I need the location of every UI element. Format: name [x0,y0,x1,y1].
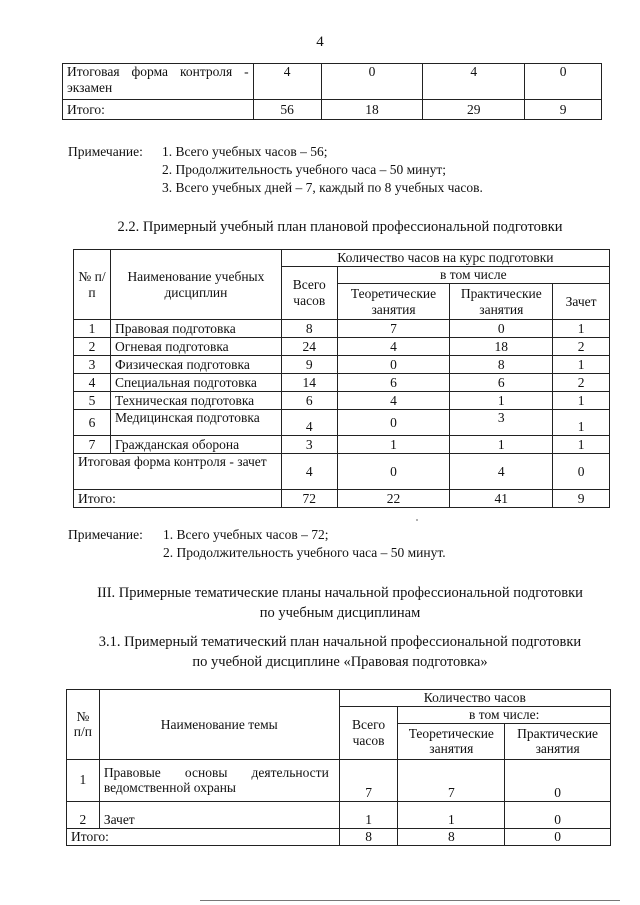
table-row [74,436,610,454]
header-num: № п/п [74,250,111,320]
cell-name: Гражданская оборона [110,436,281,454]
table-row [67,828,611,845]
cell-credit: 1 [553,410,610,436]
final-control-label-line1: Итоговая форма контроля - [67,64,249,79]
table-cell-practice: 29 [423,100,525,120]
scan-speck [416,519,418,521]
table-row [67,801,611,828]
note-2-item: 1. Всего учебных часов – 72; [163,527,329,542]
cell-credit: 1 [553,356,610,374]
header-including: в том числе [337,267,609,284]
cell-num: 2 [74,338,111,356]
cell-practice: 0 [450,320,553,338]
cell-credit: 2 [553,338,610,356]
cell-practice: 4 [450,454,553,490]
cell-practice: 6 [450,374,553,392]
cell-credit: 1 [553,436,610,454]
cell-practice: 0 [505,801,611,828]
table-cell-exam: 9 [525,100,602,120]
cell-theory: 1 [398,801,505,828]
section-3-1-title [60,633,620,672]
cell-num: 1 [74,320,111,338]
cell-num: 7 [74,436,111,454]
sum-label: Итого: [67,828,340,845]
section-3-1-title-line2: по учебной дисциплине «Правовая подготовка» [192,653,488,670]
header-num: № п/п [67,690,100,760]
table-row [63,64,602,100]
section-3-title-line1: III. Примерные тематические планы начальной профессиональной подготовки [97,585,583,601]
cell-total: 14 [281,374,337,392]
cell-name: Огневая подготовка [110,338,281,356]
curriculum-table [73,249,610,508]
header-hours-group: Количество часов на курс подготовки [281,250,609,267]
final-control-label: Итоговая форма контроля - зачет [78,454,267,469]
cell-total: 7 [339,759,398,801]
cell-theory: 8 [398,828,505,845]
cell-name: Правовая подготовка [110,320,281,338]
cell-theory: 7 [337,320,450,338]
header-including: в том числе: [398,707,611,724]
cell-credit: 9 [553,490,610,508]
note-2-label: Примечание: [68,527,143,542]
cell-name: Техническая подготовка [110,392,281,410]
cell-topic-name: Правовые основы деятельности ведомственной охраны [103,764,329,796]
header-discipline-name: Наименование учебных дисциплин [110,250,281,320]
cell-practice: 8 [450,356,553,374]
table-cell-practice: 4 [423,64,525,100]
cell-practice: 18 [450,338,553,356]
table-cell-theory: 18 [321,100,423,120]
table-cell-total: 56 [253,100,321,120]
cell-credit: 0 [553,454,610,490]
cell-credit: 1 [553,320,610,338]
cell-theory: 22 [337,490,450,508]
table-row [74,320,610,338]
thematic-plan-table [66,689,611,846]
table-row [74,356,610,374]
cell-theory: 4 [337,338,450,356]
scan-edge-line [200,900,620,901]
cell-name: Специальная подготовка [110,374,281,392]
cell-total: 3 [281,436,337,454]
section-3-title-line2: по учебным дисциплинам [259,604,421,621]
table-row [74,490,610,508]
cell-total: 8 [281,320,337,338]
cell-practice: 1 [450,436,553,454]
cell-num: 2 [67,801,100,828]
sum-label: Итого: [74,490,282,508]
cell-practice: 41 [450,490,553,508]
cell-theory: 4 [337,392,450,410]
table-cell-label: Итого: [63,100,254,120]
section-2-2-title: 2.2. Примерный учебный план плановой профессиональной подготовки [117,219,563,235]
header-topic-name: Наименование темы [99,690,339,760]
section-3-title [60,584,620,623]
header-credit: Зачет [553,284,610,320]
cell-practice: 0 [505,828,611,845]
cell-total: 4 [281,454,337,490]
cell-total: 8 [339,828,398,845]
table-cell-theory: 0 [321,64,423,100]
header-practice: Практические занятия [505,723,611,759]
table-row [74,410,610,436]
cell-theory: 0 [337,410,450,436]
cell-total: 1 [339,801,398,828]
cell-total: 72 [281,490,337,508]
note-1-item: 3. Всего учебных дней – 7, каждый по 8 учебных часов. [162,179,483,195]
note-1-items [162,143,483,196]
cell-theory: 6 [337,374,450,392]
section-3-1-title-line1: 3.1. Примерный тематический план начальной профессиональной подготовки [98,634,582,650]
final-control-label-line2: экзамен [67,79,113,95]
cell-theory: 7 [398,759,505,801]
cell-num: 6 [74,410,111,436]
table-cell-total: 4 [253,64,321,100]
cell-name: Физическая подготовка [110,356,281,374]
cell-practice: 0 [505,759,611,801]
cell-practice: 1 [450,392,553,410]
header-hours-group: Количество часов [339,690,610,707]
note-1-item: 1. Всего учебных часов – 56; [162,144,328,159]
header-total: Всего часов [339,707,398,760]
cell-theory: 0 [337,356,450,374]
table-header-row [67,690,611,707]
table-row [74,392,610,410]
cell-total: 6 [281,392,337,410]
cell-num: 5 [74,392,111,410]
cell-topic-name: Зачет [99,801,339,828]
header-total: Всего часов [281,267,337,320]
table-row [74,338,610,356]
cell-practice: 3 [450,410,553,436]
table-row [63,100,602,120]
note-2-item: 2. Продолжительность учебного часа – 50 минут. [163,544,446,560]
table-row [67,759,611,801]
cell-theory: 0 [337,454,450,490]
table-row [74,454,610,490]
cell-total: 4 [281,410,337,436]
cell-total: 9 [281,356,337,374]
table-header-row [74,250,610,267]
note-2-items [163,526,446,562]
cell-credit: 2 [553,374,610,392]
table-row [74,374,610,392]
header-theory: Теоретические занятия [398,723,505,759]
table-cell-exam: 0 [525,64,602,100]
cell-total: 24 [281,338,337,356]
cell-num: 4 [74,374,111,392]
page-number: 4 [316,34,324,50]
cell-num: 3 [74,356,111,374]
cell-name: Медицинская подготовка [110,410,281,436]
header-practice: Практические занятия [450,284,553,320]
note-1-item: 2. Продолжительность учебного часа – 50 минут; [162,161,447,177]
table-1-continuation [62,63,602,120]
note-1-label: Примечание: [68,144,143,159]
cell-theory: 1 [337,436,450,454]
cell-credit: 1 [553,392,610,410]
cell-num: 1 [67,759,100,801]
header-theory: Теоретические занятия [337,284,450,320]
